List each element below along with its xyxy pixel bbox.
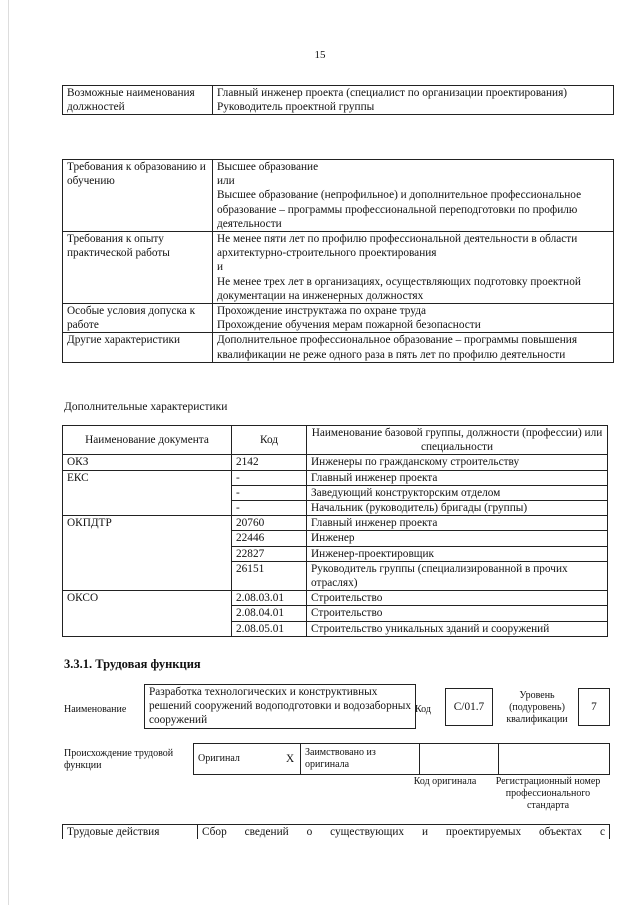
requirement-line: Дополнительное профессиональное образование – программы повышения квалификации не реже одного раза в пять лет по профилю деятельности: [217, 334, 578, 361]
code-cell: 2142: [232, 455, 307, 470]
positions-label: Возможные наименования должностей: [63, 86, 213, 115]
name-cell: Инженер: [307, 531, 608, 546]
code-cell: 2.08.04.01: [232, 606, 307, 621]
code-cell: 22827: [232, 546, 307, 561]
name-cell: Главный инженер проекта: [307, 516, 608, 531]
doc-cell: ОКСО: [63, 591, 232, 637]
function-name-value: Разработка технологических и конструктивных решений сооружений водоподготовки и водозаборных сооружений: [144, 684, 416, 729]
table-row: [63, 591, 608, 606]
origin-reg-cell: [499, 744, 610, 775]
requirement-line: Не менее трех лет в организациях, осуществляющих подготовку проектной документации на инженерных должностях: [217, 275, 581, 302]
doc-cell: ОКЗ: [63, 455, 232, 470]
labor-actions-label: Трудовые действия: [63, 825, 198, 840]
action-word: и: [421, 826, 428, 838]
name-cell: Руководитель группы (специализированной в прочих отраслях): [307, 561, 608, 590]
code-cell: -: [232, 501, 307, 516]
origin-code-cell: [420, 744, 499, 775]
action-word: проектируемых: [445, 826, 522, 838]
requirement-label: Особые условия допуска к работе: [63, 304, 213, 333]
position-item: Руководитель проектной группы: [217, 101, 375, 114]
function-name-label: Наименование: [64, 704, 127, 715]
registration-number-caption: Регистрационный номер профессионального стандарта: [495, 776, 601, 811]
action-word: Сбор: [202, 826, 227, 838]
action-word: объектах: [539, 826, 583, 838]
requirement-line: или: [217, 175, 235, 188]
requirement-line: Высшее образование: [217, 161, 319, 173]
labor-actions-value: [198, 825, 610, 840]
function-code-label: Код: [415, 704, 431, 715]
positions-table: [62, 85, 614, 115]
qualification-level-label: Уровень (подуровень) квалификации: [506, 690, 568, 725]
requirement-line: Высшее образование (непрофильное) и дополнительное профессиональное образование – программы профессиональной переподготовки по профилю деятельности: [217, 189, 582, 230]
qualification-level-value: 7: [578, 688, 610, 726]
requirement-value: [213, 232, 614, 304]
code-cell: 22446: [232, 531, 307, 546]
action-word: о: [306, 826, 313, 838]
requirement-label: Другие характеристики: [63, 333, 213, 362]
origin-table: [193, 743, 610, 775]
action-word: существующих: [330, 826, 405, 838]
function-code-value: C/01.7: [445, 688, 493, 726]
header-code: Код: [232, 426, 307, 455]
page-edge: [8, 0, 9, 905]
origin-mark: X: [282, 744, 301, 775]
classifier-header-row: [63, 426, 608, 455]
requirement-value: [213, 333, 614, 362]
page-number: 15: [314, 49, 326, 61]
name-cell: Строительство уникальных зданий и сооружений: [307, 621, 608, 636]
origin-label: Происхождение трудовой функции: [64, 748, 174, 771]
action-word: с: [599, 826, 605, 838]
code-cell: -: [232, 470, 307, 485]
classifier-table: [62, 425, 608, 637]
requirement-value: [213, 160, 614, 232]
doc-cell: ОКПДТР: [63, 516, 232, 591]
name-cell: Инженеры по гражданскому строительству: [307, 455, 608, 470]
requirement-label: Требования к опыту практической работы: [63, 232, 213, 304]
table-row: [63, 516, 608, 531]
requirement-row: [63, 333, 614, 362]
original-code-caption: Код оригинала: [413, 776, 477, 787]
requirement-row: [63, 304, 614, 333]
requirement-row: [63, 232, 614, 304]
additional-title: Дополнительные характеристики: [64, 401, 228, 413]
header-name: Наименование базовой группы, должности (профессии) или специальности: [307, 426, 608, 455]
position-item: Главный инженер проекта (специалист по организации проектирования): [217, 87, 568, 99]
requirement-line: Прохождение инструктажа по охране труда: [217, 305, 427, 318]
code-cell: 2.08.05.01: [232, 621, 307, 636]
name-cell: Строительство: [307, 606, 608, 621]
name-cell: Начальник (руководитель) бригады (группы): [307, 501, 608, 516]
requirements-table: [62, 159, 614, 363]
doc-cell: ЕКС: [63, 470, 232, 516]
requirement-label: Требования к образованию и обучению: [63, 160, 213, 232]
code-cell: 26151: [232, 561, 307, 590]
name-cell: Инженер-проектировщик: [307, 546, 608, 561]
requirement-line: Прохождение обучения мерам пожарной безопасности: [217, 319, 481, 332]
table-row: [63, 470, 608, 485]
labor-actions-table: [62, 824, 610, 839]
requirement-line: Не менее пяти лет по профилю профессиональной деятельности в области архитектурно-строительного проектирования: [217, 233, 578, 260]
origin-original: Оригинал: [194, 744, 283, 775]
code-cell: -: [232, 485, 307, 500]
header-doc: Наименование документа: [63, 426, 232, 455]
origin-borrowed: Заимствовано из оригинала: [301, 744, 420, 775]
code-cell: 20760: [232, 516, 307, 531]
table-row: [63, 455, 608, 470]
name-cell: Заведующий конструкторским отделом: [307, 485, 608, 500]
requirement-row: [63, 160, 614, 232]
action-word: сведений: [244, 826, 289, 838]
code-cell: 2.08.03.01: [232, 591, 307, 606]
name-cell: Строительство: [307, 591, 608, 606]
name-cell: Главный инженер проекта: [307, 470, 608, 485]
requirement-line: и: [217, 261, 224, 274]
requirement-value: [213, 304, 614, 333]
section-title: 3.3.1. Трудовая функция: [64, 657, 201, 671]
positions-list: [213, 86, 614, 115]
